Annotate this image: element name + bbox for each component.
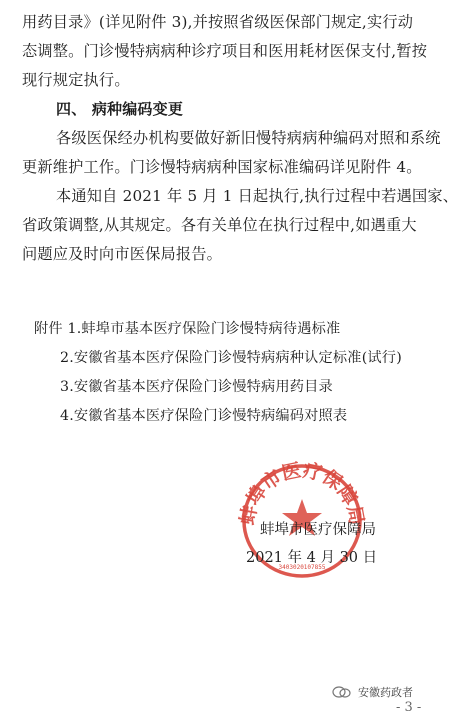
signature-org: 蚌埠市医疗保障局 [260,522,376,538]
body-line-6: 本通知自 2021 年 5 月 1 日起执行,执行过程中若遇国家、 [56,187,459,205]
body-line-3: 现行规定执行。 [22,71,130,89]
body-line-2: 态调整。门诊慢特病病种诊疗项目和医用耗材医保支付,暂按 [22,42,428,60]
body-line-8: 问题应及时向市医保局报告。 [22,245,223,263]
wechat-icon [332,685,352,699]
attachment-item: 附件 1.蚌埠市基本医疗保险门诊慢特病待遇标准 [34,321,341,337]
watermark [332,684,413,700]
page-number: - 3 - [396,700,422,715]
seal-text: 蚌埠市医疗保障局 [236,459,368,527]
attachment-item: 4.安徽省基本医疗保险门诊慢特病编码对照表 [60,408,348,424]
attachment-item: 2.安徽省基本医疗保险门诊慢特病病种认定标准(试行) [60,350,402,366]
signature-date: 2021 年 4 月 30 日 [246,550,378,566]
body-line-1: 用药目录》(详见附件 3),并按照省级医保部门规定,实行动 [22,13,414,31]
watermark-text: 安徽药政者 [358,686,413,699]
body-line-7: 省政策调整,从其规定。各有关单位在执行过程中,如遇重大 [22,216,417,234]
body-line-5: 更新维护工作。门诊慢特病病种国家标准编码详见附件 4。 [22,158,422,176]
section-heading: 四、 病种编码变更 [56,100,184,118]
attachment-item: 3.安徽省基本医疗保险门诊慢特病用药目录 [60,379,333,395]
body-line-4: 各级医保经办机构要做好新旧慢特病病种编码对照和系统 [56,129,441,147]
seal-number: 3403020107855 [278,564,326,571]
